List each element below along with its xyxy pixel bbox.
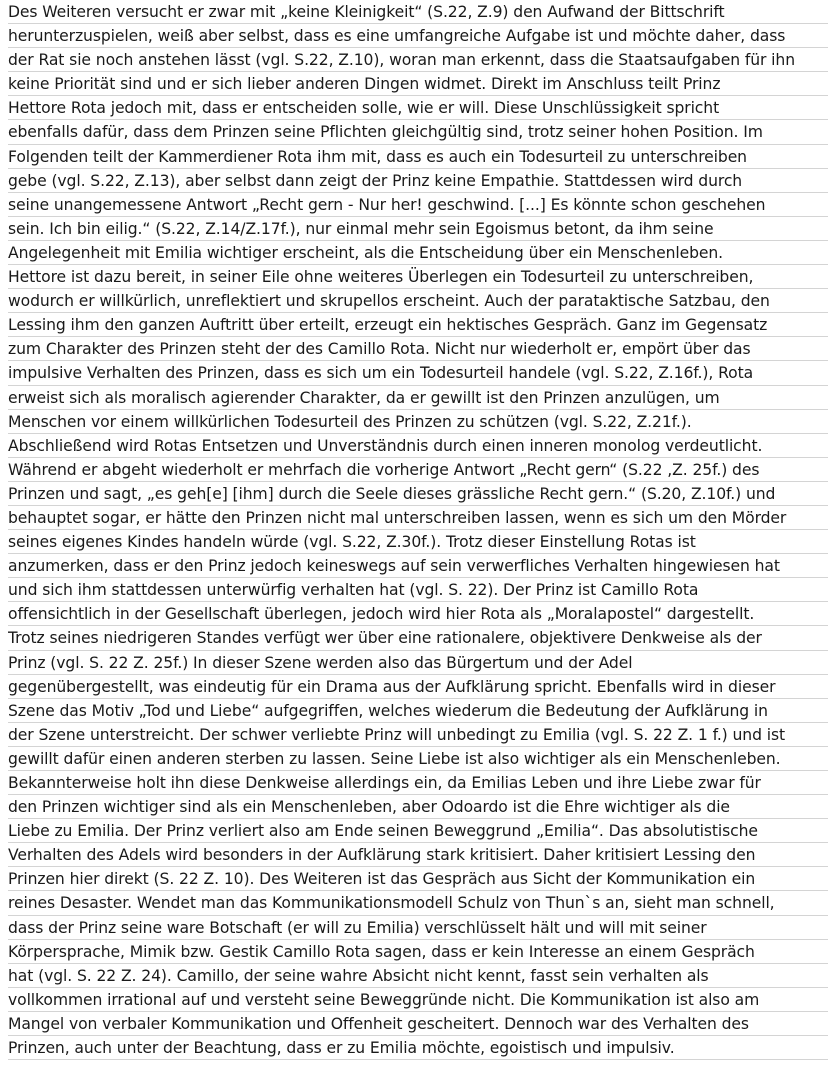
text-line: keine Priorität sind und er sich lieber anderen Dingen widmet. Direkt im Anschluss teilt Prinz	[8, 72, 828, 96]
text-line: ebenfalls dafür, dass dem Prinzen seine Pflichten gleichgültig sind, trotz seiner hohen Position. Im	[8, 120, 828, 144]
text-line: und sich ihm stattdessen unterwürfig verhalten hat (vgl. S. 22). Der Prinz ist Camillo Rota	[8, 578, 828, 602]
text-line: seine unangemessene Antwort „Recht gern - Nur her! geschwind. [...] Es könnte schon geschehen	[8, 193, 828, 217]
text-line: Liebe zu Emilia. Der Prinz verliert also am Ende seinen Beweggrund „Emilia“. Das absolutistische	[8, 819, 828, 843]
text-line: seines eigenes Kindes handeln würde (vgl. S.22, Z.30f.). Trotz dieser Einstellung Rotas ist	[8, 530, 828, 554]
text-line: vollkommen irrational auf und versteht seine Beweggründe nicht. Die Kommunikation ist also am	[8, 988, 828, 1012]
text-line: gewillt dafür einen anderen sterben zu lassen. Seine Liebe ist also wichtiger als ein Menschenleben.	[8, 747, 828, 771]
text-line: den Prinzen wichtiger sind als ein Menschenleben, aber Odoardo ist die Ehre wichtiger als die	[8, 795, 828, 819]
text-line: gegenübergestellt, was eindeutig für ein Drama aus der Aufklärung spricht. Ebenfalls wird in dieser	[8, 675, 828, 699]
essay-text	[8, 0, 828, 1060]
text-line: offensichtlich in der Gesellschaft überlegen, jedoch wird hier Rota als „Moralapostel“ dargestellt.	[8, 602, 828, 626]
text-line: Verhalten des Adels wird besonders in der Aufklärung stark kritisiert. Daher kritisiert Lessing den	[8, 843, 828, 867]
text-line: Menschen vor einem willkürlichen Todesurteil des Prinzen zu schützen (vgl. S.22, Z.21f.).	[8, 410, 828, 434]
text-line: gebe (vgl. S.22, Z.13), aber selbst dann zeigt der Prinz keine Empathie. Stattdessen wird durch	[8, 169, 828, 193]
text-line: Prinzen und sagt, „es geh[e] [ihm] durch die Seele dieses grässliche Recht gern.“ (S.20, Z.10f.) und	[8, 482, 828, 506]
text-line: Prinzen, auch unter der Beachtung, dass er zu Emilia möchte, egoistisch und impulsiv.	[8, 1036, 828, 1060]
text-line: Folgenden teilt der Kammerdiener Rota ihm mit, dass es auch ein Todesurteil zu unterschreiben	[8, 145, 828, 169]
text-line: Hettore ist dazu bereit, in seiner Eile ohne weiteres Überlegen ein Todesurteil zu unterschreiben,	[8, 265, 828, 289]
text-line: Körpersprache, Mimik bzw. Gestik Camillo Rota sagen, dass er kein Interesse an einem Gespräch	[8, 940, 828, 964]
text-line: wodurch er willkürlich, unreflektiert und skrupellos erscheint. Auch der parataktische Satzbau, den	[8, 289, 828, 313]
text-line: der Szene unterstreicht. Der schwer verliebte Prinz will unbedingt zu Emilia (vgl. S. 22 Z. 1 f.) und ist	[8, 723, 828, 747]
text-line: Angelegenheit mit Emilia wichtiger erscheint, als die Entscheidung über ein Menschenleben.	[8, 241, 828, 265]
text-line: impulsive Verhalten des Prinzen, dass es sich um ein Todesurteil handele (vgl. S.22, Z.16f.), Rota	[8, 361, 828, 385]
text-line: Mangel von verbaler Kommunikation und Offenheit gescheitert. Dennoch war des Verhalten des	[8, 1012, 828, 1036]
text-line: der Rat sie noch anstehen lässt (vgl. S.22, Z.10), woran man erkennt, dass die Staatsaufgaben für ihn	[8, 48, 828, 72]
text-line: erweist sich als moralisch agierender Charakter, da er gewillt ist den Prinzen anzulügen, um	[8, 386, 828, 410]
text-line: Abschließend wird Rotas Entsetzen und Unverständnis durch einen inneren monolog verdeutlicht.	[8, 434, 828, 458]
text-line: dass der Prinz seine ware Botschaft (er will zu Emilia) verschlüsselt hält und will mit seiner	[8, 916, 828, 940]
text-line: Während er abgeht wiederholt er mehrfach die vorherige Antwort „Recht gern“ (S.22 ,Z. 25f.) des	[8, 458, 828, 482]
text-line: hat (vgl. S. 22 Z. 24). Camillo, der seine wahre Absicht nicht kennt, fasst sein verhalten als	[8, 964, 828, 988]
text-line: Lessing ihm den ganzen Auftritt über erteilt, erzeugt ein hektisches Gespräch. Ganz im Gegensatz	[8, 313, 828, 337]
text-line: Szene das Motiv „Tod und Liebe“ aufgegriffen, welches wiederum die Bedeutung der Aufklärung in	[8, 699, 828, 723]
text-line: Trotz seines niedrigeren Standes verfügt wer über eine rationalere, objektivere Denkweise als der	[8, 626, 828, 650]
text-line: behauptet sogar, er hätte den Prinzen nicht mal unterschreiben lassen, wenn es sich um den Mörder	[8, 506, 828, 530]
text-line: reines Desaster. Wendet man das Kommunikationsmodell Schulz von Thun`s an, sieht man schnell,	[8, 891, 828, 915]
text-line: Prinz (vgl. S. 22 Z. 25f.) In dieser Szene werden also das Bürgertum und der Adel	[8, 651, 828, 675]
text-line: anzumerken, dass er den Prinz jedoch keineswegs auf sein verwerfliches Verhalten hingewiesen hat	[8, 554, 828, 578]
text-line: Prinzen hier direkt (S. 22 Z. 10). Des Weiteren ist das Gespräch aus Sicht der Kommunikation ein	[8, 867, 828, 891]
text-line: Hettore Rota jedoch mit, dass er entscheiden solle, wie er will. Diese Unschlüssigkeit spricht	[8, 96, 828, 120]
text-line: Des Weiteren versucht er zwar mit „keine Kleinigkeit“ (S.22, Z.9) den Aufwand der Bittschrift	[8, 0, 828, 24]
text-line: sein. Ich bin eilig.“ (S.22, Z.14/Z.17f.), nur einmal mehr sein Egoismus betont, da ihm seine	[8, 217, 828, 241]
text-line: Bekannterweise holt ihn diese Denkweise allerdings ein, da Emilias Leben und ihre Liebe zwar für	[8, 771, 828, 795]
text-line: zum Charakter des Prinzen steht der des Camillo Rota. Nicht nur wiederholt er, empört über das	[8, 337, 828, 361]
text-line: herunterzuspielen, weiß aber selbst, dass es eine umfangreiche Aufgabe ist und möchte daher, dass	[8, 24, 828, 48]
